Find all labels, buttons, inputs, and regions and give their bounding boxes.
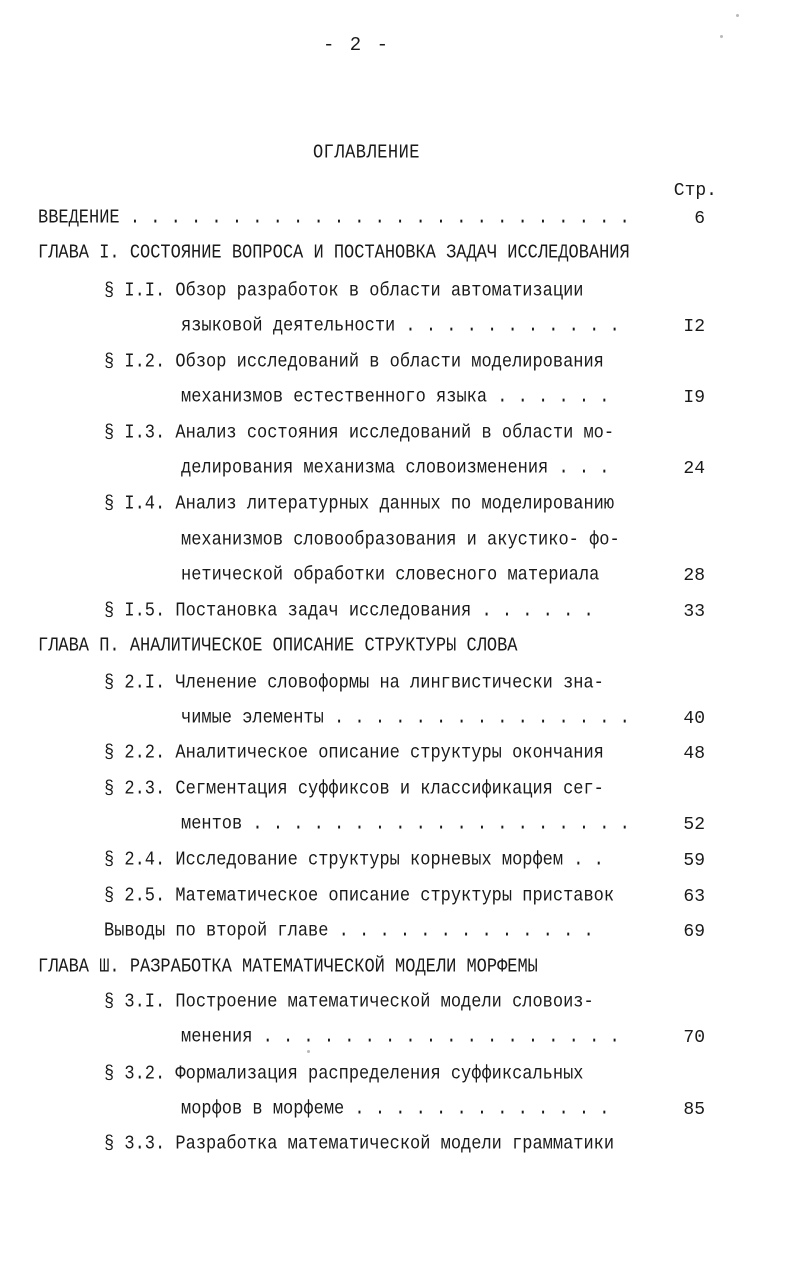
toc-entry-continuation: чимые элементы . . . . . . . . . . . . . . . [181, 707, 630, 730]
toc-entry-continuation: морфов в морфеме . . . . . . . . . . . . . [181, 1098, 610, 1121]
toc-entry: § I.4. Анализ литературных данных по моделированию [104, 493, 615, 516]
toc-page-number: 28 [683, 566, 705, 586]
toc-entry: § I.2. Обзор исследований в области моделирования [104, 351, 604, 374]
toc-page-number: 48 [683, 744, 705, 764]
toc-chapter-heading: ГЛАВА Ш. РАЗРАБОТКА МАТЕМАТИЧЕСКОЙ МОДЕЛИ МОРФЕМЫ [38, 956, 538, 979]
toc-chapter-heading: ГЛАВА I. СОСТОЯНИЕ ВОПРОСА И ПОСТАНОВКА ЗАДАЧ ИССЛЕДОВАНИЯ [38, 242, 630, 265]
toc-page-number: 52 [683, 815, 705, 835]
toc-entry: § 2.3. Сегментация суффиксов и классификация сег- [104, 778, 604, 801]
toc-entry-continuation: механизмов естественного языка . . . . . . [181, 386, 610, 409]
toc-page-number: 33 [683, 602, 705, 622]
toc-page-number: 24 [683, 459, 705, 479]
toc-entry: § 3.I. Построение математической модели словоиз- [104, 991, 594, 1014]
toc-page-number: 85 [683, 1100, 705, 1120]
toc-page-number: 69 [683, 922, 705, 942]
toc-page-number: I2 [683, 317, 705, 337]
scan-speck [736, 14, 739, 17]
page-number: - 2 - [322, 34, 390, 56]
scan-speck [720, 35, 723, 38]
toc-entry: § 2.I. Членение словоформы на лингвистически зна- [104, 672, 604, 695]
toc-entry: § 2.5. Математическое описание структуры приставок [104, 885, 615, 908]
toc-entry-continuation: менения . . . . . . . . . . . . . . . . . . [181, 1026, 620, 1049]
toc-page-number: 63 [683, 887, 705, 907]
toc-page-number: 40 [683, 709, 705, 729]
toc-entry: § 2.2. Аналитическое описание структуры окончания [104, 742, 604, 765]
page-title: ОГЛАВЛЕНИЕ [312, 142, 421, 165]
toc-page-number: 59 [683, 851, 705, 871]
scan-speck [307, 1050, 310, 1053]
toc-entry: § I.I. Обзор разработок в области автоматизации [104, 280, 584, 303]
toc-page-number: 70 [683, 1028, 705, 1048]
toc-entry-continuation: механизмов словообразования и акустико- фо- [181, 529, 620, 552]
toc-chapter-heading: ГЛАВА П. АНАЛИТИЧЕСКОЕ ОПИСАНИЕ СТРУКТУРЫ СЛОВА [38, 635, 518, 658]
toc-entry-continuation: нетической обработки словесного материала [181, 564, 600, 587]
toc-entry: § 3.3. Разработка математической модели грамматики [104, 1133, 615, 1156]
toc-entry: ВВЕДЕНИЕ . . . . . . . . . . . . . . . . . . . . . . . . . [38, 207, 630, 230]
toc-entry-continuation: ментов . . . . . . . . . . . . . . . . . . . [181, 813, 630, 836]
toc-entry: § I.3. Анализ состояния исследований в области мо- [104, 422, 615, 445]
toc-entry: § 2.4. Исследование структуры корневых морфем . . [104, 849, 604, 872]
toc-entry: § 3.2. Формализация распределения суффиксальных [104, 1063, 584, 1086]
toc-entry: Выводы по второй главе . . . . . . . . . . . . . [104, 920, 594, 943]
toc-page-number: I9 [683, 388, 705, 408]
toc-entry-continuation: языковой деятельности . . . . . . . . . . . [181, 315, 620, 338]
page-column-header: Стр. [673, 181, 717, 201]
toc-page-number: 6 [694, 209, 705, 229]
toc-entry: § I.5. Постановка задач исследования . . . . . . [104, 600, 594, 623]
toc-entry-continuation: делирования механизма словоизменения . . . [181, 457, 610, 480]
